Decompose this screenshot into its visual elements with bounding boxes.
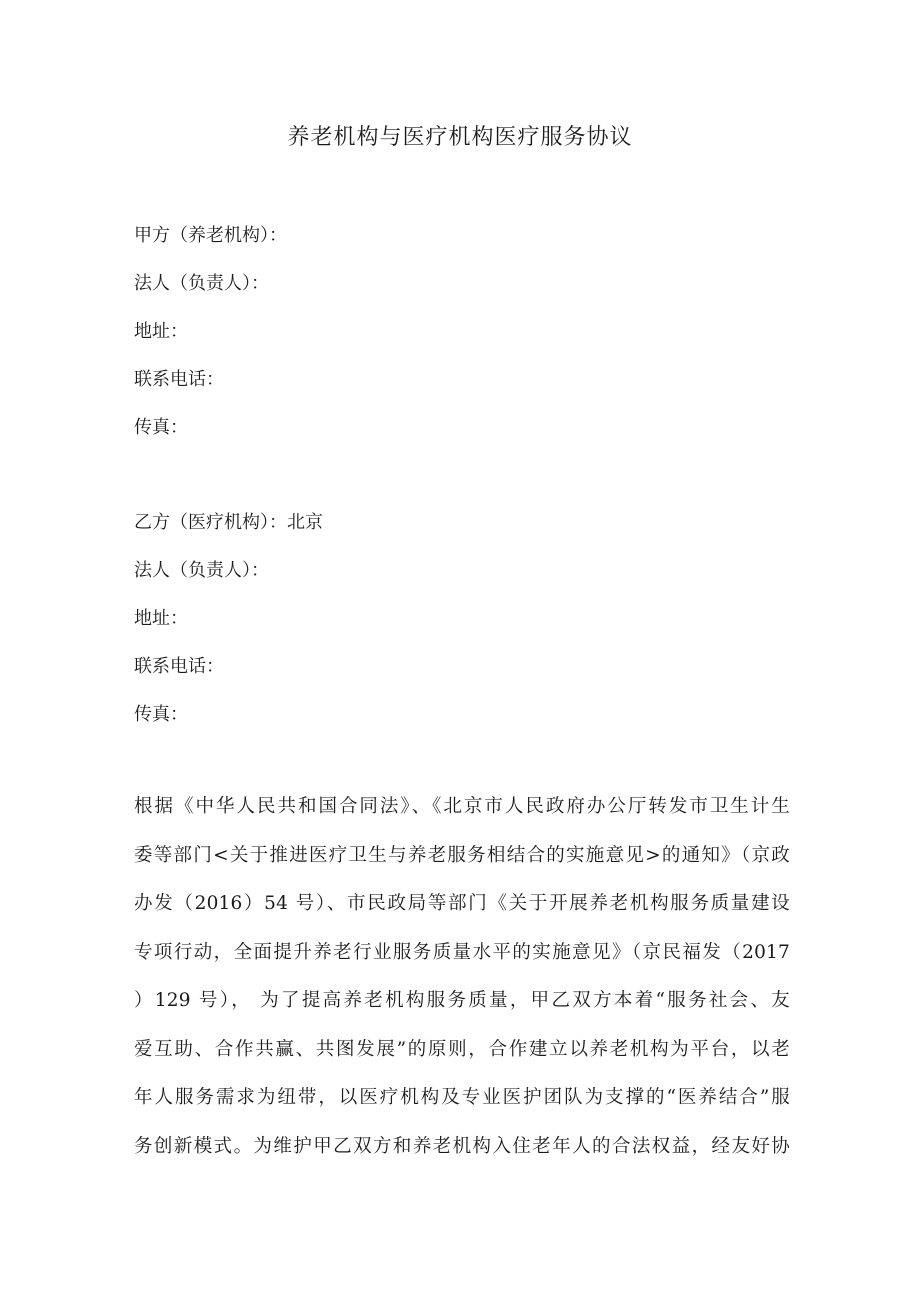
party-b-address: 地址： [134, 608, 188, 629]
body-line: 务创新模式。为维护甲乙双方和养老机构入住老年人的合法权益，经友好协 [134, 1135, 790, 1157]
party-a-phone: 联系电话： [134, 369, 224, 390]
body-line: 爱互助、合作共赢、共图发展”的原则，合作建立以养老机构为平台，以老 [134, 1038, 790, 1060]
body-line: 办发（2016）54 号）、市民政局等部门《关于开展养老机构服务质量建设 [134, 893, 790, 914]
body-line: 年人服务需求为纽带，以医疗机构及专业医护团队为支撑的“医养结合”服 [134, 1087, 790, 1108]
party-b-legal-rep: 法人（负责人）： [134, 560, 269, 581]
party-a-fax: 传真： [134, 417, 188, 438]
document-title: 养老机构与医疗机构医疗服务协议 [287, 125, 633, 150]
party-a-name: 甲方（养老机构）： [134, 225, 287, 246]
body-line: 根据《中华人民共和国合同法》、《北京市人民政府办公厅转发市卫生计生 [134, 796, 790, 817]
party-b-phone: 联系电话： [134, 656, 224, 677]
body-line: 委等部门<关于推进医疗卫生与养老服务相结合的实施意见>的通知》（京政 [134, 844, 790, 866]
party-b-name: 乙方（医疗机构）：北京 [134, 512, 323, 533]
body-line: 专项行动，全面提升养老行业服务质量水平的实施意见》（京民福发（2017 [134, 941, 790, 963]
body-line: ）129 号）， 为了提高养老机构服务质量，甲乙双方本着“服务社会、友 [134, 990, 790, 1011]
agreement-body-paragraph [134, 783, 790, 1171]
party-a-address: 地址： [134, 321, 188, 342]
party-b-fax: 传真： [134, 704, 188, 725]
party-a-legal-rep: 法人（负责人）： [134, 273, 269, 294]
party-a-section [134, 212, 794, 452]
party-b-section [134, 499, 794, 739]
